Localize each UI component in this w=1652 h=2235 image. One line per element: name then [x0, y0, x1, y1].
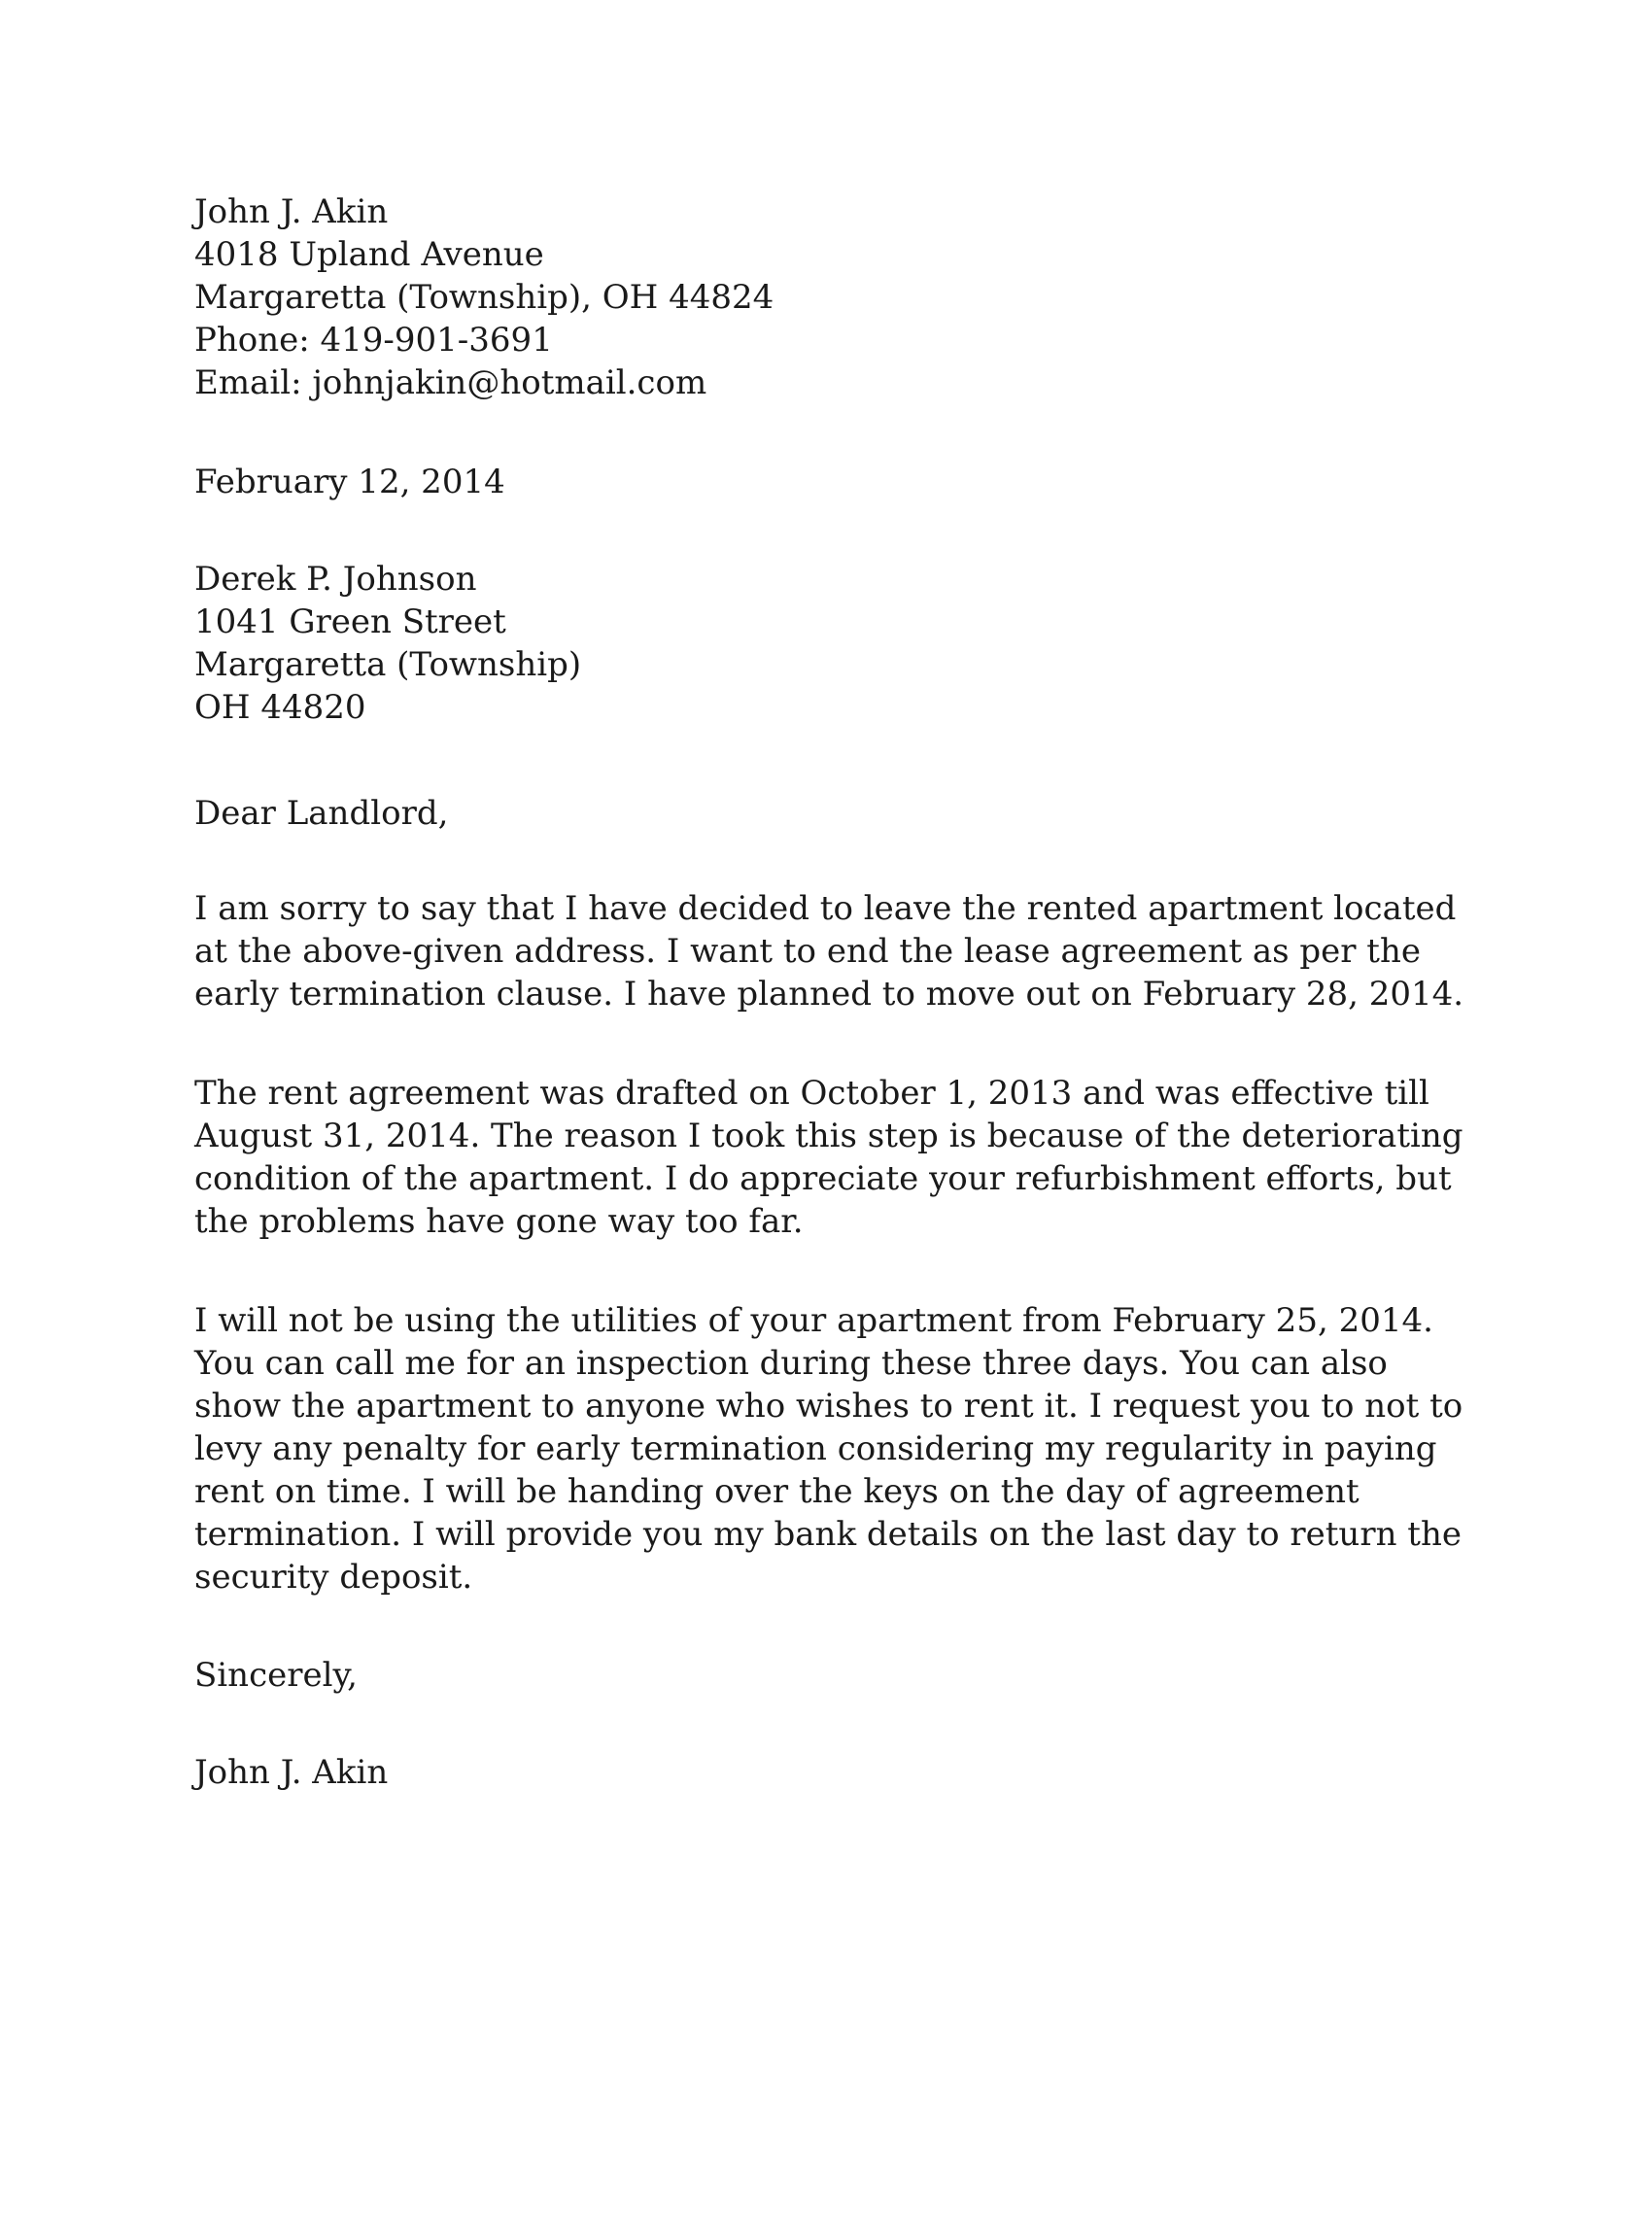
paragraph-line: I am sorry to say that I have decided to leave the rented apartment located: [194, 889, 1457, 928]
paragraph-line: security deposit.: [194, 1558, 473, 1597]
paragraph-line: at the above-given address. I want to end the lease agreement as per the: [194, 932, 1421, 971]
recipient-street: 1041 Green Street: [194, 602, 506, 641]
sender-street: 4018 Upland Avenue: [194, 235, 544, 274]
paragraph-line: I will not be using the utilities of your apartment from February 25, 2014.: [194, 1301, 1433, 1340]
recipient-city: Margaretta (Township): [194, 645, 582, 684]
sender-address-block: [194, 190, 1477, 404]
letter-date: [194, 461, 1477, 503]
paragraph-line: The rent agreement was drafted on October 1, 2013 and was effective till: [194, 1074, 1429, 1113]
paragraph-line: termination. I will provide you my bank details on the last day to return the: [194, 1515, 1462, 1554]
sender-email: Email: johnjakin@hotmail.com: [194, 363, 707, 402]
paragraph-line: early termination clause. I have planned to move out on February 28, 2014.: [194, 975, 1464, 1014]
recipient-state-zip: OH 44820: [194, 688, 366, 727]
date-text: February 12, 2014: [194, 463, 505, 501]
body-paragraph-3: [194, 1299, 1477, 1599]
body-paragraph-1: [194, 887, 1477, 1015]
recipient-address-block: [194, 558, 1477, 729]
salutation-text: Dear Landlord,: [194, 794, 449, 833]
paragraph-line: show the apartment to anyone who wishes to rent it. I request you to not to: [194, 1387, 1463, 1426]
signature-name: [194, 1751, 1477, 1794]
paragraph-line: rent on time. I will be handing over the keys on the day of agreement: [194, 1472, 1359, 1511]
sender-phone: Phone: 419-901-3691: [194, 321, 553, 360]
signature-text: John J. Akin: [194, 1753, 389, 1792]
body-paragraph-2: [194, 1072, 1477, 1243]
closing-text: Sincerely,: [194, 1656, 358, 1695]
salutation: [194, 792, 1477, 835]
paragraph-line: August 31, 2014. The reason I took this step is because of the deteriorating: [194, 1117, 1463, 1155]
closing: [194, 1654, 1477, 1697]
sender-name: John J. Akin: [194, 192, 389, 231]
paragraph-line: the problems have gone way too far.: [194, 1202, 804, 1241]
paragraph-line: condition of the apartment. I do appreciate your refurbishment efforts, but: [194, 1159, 1452, 1198]
paragraph-line: You can call me for an inspection during these three days. You can also: [194, 1344, 1388, 1383]
recipient-name: Derek P. Johnson: [194, 560, 477, 599]
paragraph-line: levy any penalty for early termination considering my regularity in paying: [194, 1429, 1437, 1468]
sender-city-state-zip: Margaretta (Township), OH 44824: [194, 278, 774, 317]
